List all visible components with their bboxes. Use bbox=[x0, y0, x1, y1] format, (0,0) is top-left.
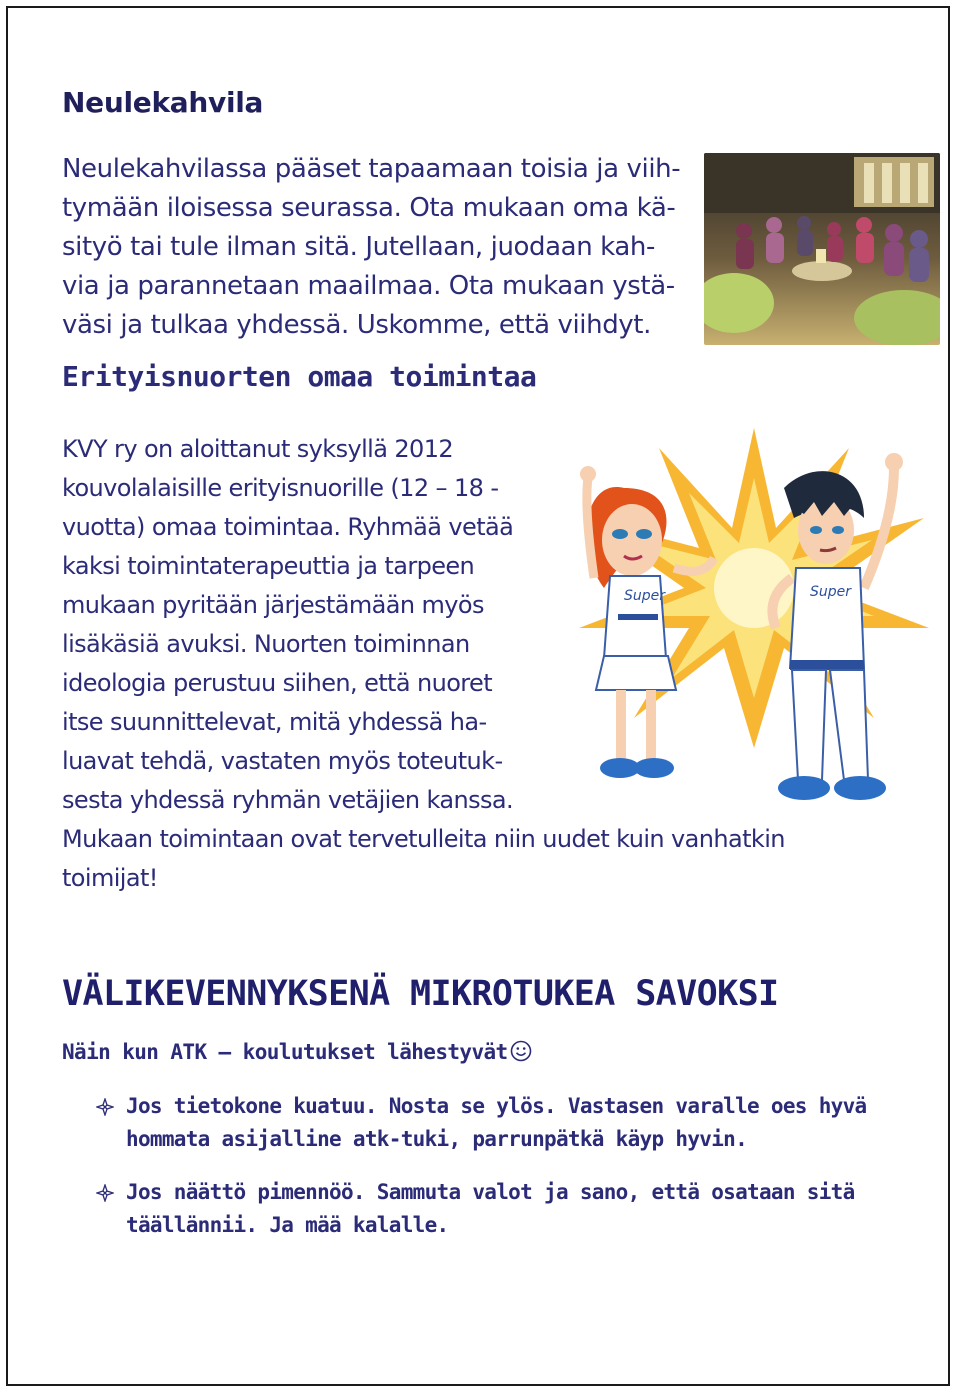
smiley-icon bbox=[510, 1040, 532, 1062]
shirt-text: Super bbox=[624, 588, 666, 604]
valikevennys-heading: VÄLIKEVENNYKSENÄ MIKROTUKEA SAVOKSI bbox=[62, 974, 779, 1014]
paragraph-line: sesta yhdessä ryhmän vetäjien kanssa. bbox=[62, 786, 514, 814]
knitting-cafe-photo bbox=[704, 153, 940, 345]
list-item-line: hommata asijalline atk-tuki, parrunpätkä käyp hyvin. bbox=[126, 1127, 748, 1151]
paragraph-line: sityö tai tule ilman sitä. Jutellaan, juodaan kah- bbox=[62, 232, 655, 262]
paragraph-line: kouvolalaisille erityisnuorille (12 – 18 - bbox=[62, 474, 499, 502]
list-item bbox=[96, 1176, 936, 1242]
paragraph-line: tymään iloisessa seurassa. Ota mukaan oma kä- bbox=[62, 193, 676, 223]
list-item-line: täällännii. Ja mää kalalle. bbox=[126, 1213, 449, 1237]
diamond-bullet-icon bbox=[96, 1098, 114, 1116]
neulekahvila-heading: Neulekahvila bbox=[62, 86, 264, 119]
erityisnuoret-heading: Erityisnuorten omaa toimintaa bbox=[62, 360, 537, 393]
paragraph-line: KVY ry on aloittanut syksyllä 2012 bbox=[62, 435, 454, 463]
paragraph-line: mukaan pyritään järjestämään myös bbox=[62, 591, 484, 619]
paragraph-line: toimijat! bbox=[62, 864, 158, 892]
subheading-text: Näin kun ATK – koulutukset lähestyvät bbox=[62, 1040, 508, 1064]
paragraph-line: ideologia perustuu siihen, että nuoret bbox=[62, 669, 493, 697]
erityisnuoret-paragraph bbox=[62, 430, 922, 898]
list-item-line: Jos näättö pimennöö. Sammuta valot ja sano, että osataan sitä bbox=[126, 1180, 855, 1204]
paragraph-line: via ja parannetaan maailmaa. Ota mukaan ystä- bbox=[62, 271, 675, 301]
paragraph-line: Neulekahvilassa pääset tapaamaan toisia ja viih- bbox=[62, 154, 681, 184]
neulekahvila-paragraph bbox=[62, 150, 702, 345]
page-frame bbox=[6, 6, 950, 1386]
paragraph-line: Mukaan toimintaan ovat tervetulleita niin uudet kuin vanhatkin bbox=[62, 825, 785, 853]
paragraph-line: kaksi toimintaterapeuttia ja tarpeen bbox=[62, 552, 475, 580]
diamond-bullet-icon bbox=[96, 1184, 114, 1202]
joke-list bbox=[96, 1090, 936, 1262]
paragraph-line: luavat tehdä, vastaten myös toteutuk- bbox=[62, 747, 503, 775]
list-item bbox=[96, 1090, 936, 1156]
shirt-text: Super bbox=[810, 584, 852, 600]
list-item-line: Jos tietokone kuatuu. Nosta se ylös. Vastasen varalle oes hyvä bbox=[126, 1094, 867, 1118]
valikevennys-subheading bbox=[62, 1040, 532, 1064]
paragraph-line: väsi ja tulkaa yhdessä. Uskomme, että viihdyt. bbox=[62, 310, 651, 340]
paragraph-line: itse suunnittelevat, mitä yhdessä ha- bbox=[62, 708, 487, 736]
paragraph-line: lisäkäsiä avuksi. Nuorten toiminnan bbox=[62, 630, 470, 658]
paragraph-line: vuotta) omaa toimintaa. Ryhmää vetää bbox=[62, 513, 514, 541]
